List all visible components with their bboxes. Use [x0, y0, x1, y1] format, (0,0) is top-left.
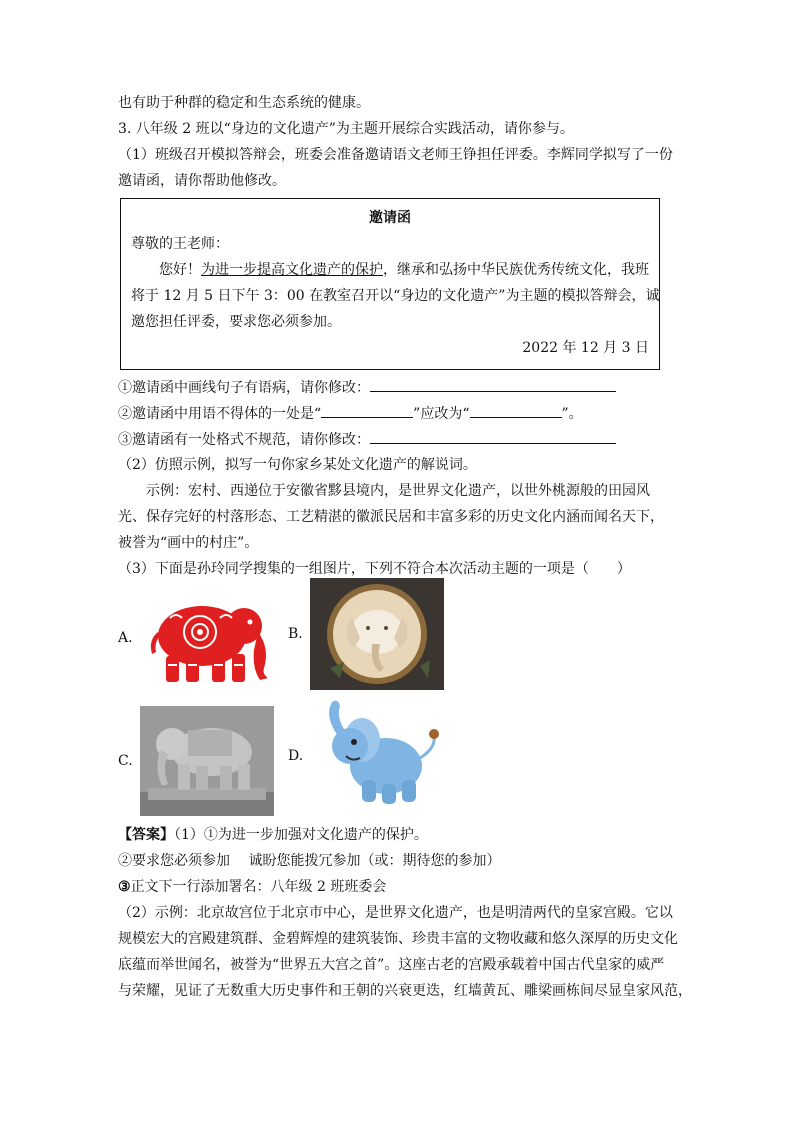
letter-body-rest: ，继承和弘扬中华民族优秀传统文化，我班	[383, 262, 649, 278]
answer-label: 【答案】	[118, 827, 174, 843]
question-b-text: ②邀请函中用语不得体的一处是“	[118, 406, 322, 422]
answer-mark: ③	[118, 879, 131, 895]
subquestion-1-line2: 邀请函，请你帮助他修改。	[118, 173, 286, 189]
example-line2: 光、保存完好的村落形态、工艺精湛的徽派民居和丰富多彩的历史文化内涵而闻名天下，	[118, 509, 664, 525]
question-b-end: ”。	[561, 406, 583, 422]
answer-line5: 规模宏大的宫殿建筑群、金碧辉煌的建筑装饰、珍贵丰富的文物收藏和悠久深厚的历史文化	[118, 931, 678, 947]
question-c-text: ③邀请函有一处格式不规范，请你修改：	[118, 432, 370, 448]
answer-line4: （2）示例：北京故宫位于北京市中心，是世界文化遗产，也是明清两代的皇家宫殿。它以	[118, 905, 673, 921]
letter-greeting: 您好！	[159, 262, 201, 278]
answer-blank-b2[interactable]	[470, 402, 562, 418]
answer-blank-b1[interactable]	[321, 402, 413, 418]
letter-body-line1	[131, 259, 649, 281]
document-page	[118, 92, 692, 1006]
carved-elephant-image	[310, 578, 444, 690]
subquestion-2: （2）仿照示例，拟写一句你家乡某处文化遗产的解说词。	[118, 457, 477, 473]
question-c	[118, 428, 688, 450]
papercut-elephant-image	[140, 588, 274, 688]
answer-line6: 底蕴而举世闻名，被誉为“世界五大宫之首”。这座古老的宫殿承载着中国古代皇家的威严	[118, 957, 665, 973]
option-b[interactable]	[288, 578, 444, 690]
text-line: 也有助于种群的稳定和生态系统的健康。	[118, 95, 370, 111]
image-options	[118, 584, 688, 820]
example-line3: 被誉为“画中的村庄”。	[118, 535, 259, 551]
answer-blank-a[interactable]	[370, 376, 616, 392]
stone-elephant-image	[140, 706, 274, 816]
option-a[interactable]	[118, 588, 274, 688]
invitation-letter-box	[120, 198, 660, 370]
cartoon-elephant-image	[310, 696, 444, 816]
answer-line1	[118, 824, 688, 846]
letter-date: 2022 年 12 月 3 日	[522, 340, 649, 356]
letter-title: 邀请函	[369, 210, 411, 226]
question-a-text: ①邀请函中画线句子有语病，请你修改：	[118, 380, 370, 396]
letter-underlined-sentence: 为进一步提高文化遗产的保护	[201, 262, 383, 278]
option-d[interactable]	[288, 696, 444, 816]
letter-body-line2: 将于 12 月 5 日下午 3：00 在教室召开以“身边的文化遗产”为主题的模拟答辩会，诚	[131, 288, 660, 304]
letter-body-line3: 邀您担任评委，要求您必须参加。	[131, 314, 341, 330]
option-c-label: C.	[118, 753, 133, 769]
option-b-label: B.	[288, 626, 303, 642]
example-line1: 示例：宏村、西递位于安徽省黟县境内，是世界文化遗产，以世外桃源般的田园风	[146, 483, 650, 499]
option-d-label: D.	[288, 748, 304, 764]
answer-blank-c[interactable]	[370, 428, 616, 444]
subquestion-1-line1: （1）班级召开模拟答辩会，班委会准备邀请语文老师王铮担任评委。李辉同学拟写了一份	[118, 147, 673, 163]
question-3-heading: 3. 八年级 2 班以“身边的文化遗产”为主题开展综合实践活动，请你参与。	[118, 121, 574, 137]
answer-text-1: （1）①为进一步加强对文化遗产的保护。	[174, 827, 428, 843]
question-b	[118, 402, 688, 424]
answer-line7: 与荣耀，见证了无数重大历史事件和王朝的兴衰更迭，红墙黄瓦、雕梁画栋间尽显皇家风范，	[118, 983, 692, 999]
letter-salutation: 尊敬的王老师：	[131, 236, 229, 252]
question-a	[118, 376, 688, 398]
answer-line3	[118, 876, 688, 898]
option-a-label: A.	[118, 630, 133, 646]
option-c[interactable]	[118, 706, 274, 816]
answer-line2: ②要求您必须参加 诚盼您能拨冗参加（或：期待您的参加）	[118, 853, 501, 869]
answer-text-3: 正文下一行添加署名：八年级 2 班班委会	[130, 879, 387, 895]
question-b-mid: ”应改为“	[413, 406, 470, 422]
subquestion-3: （3）下面是孙玲同学搜集的一组图片，下列不符合本次活动主题的一项是（ ）	[118, 561, 631, 577]
